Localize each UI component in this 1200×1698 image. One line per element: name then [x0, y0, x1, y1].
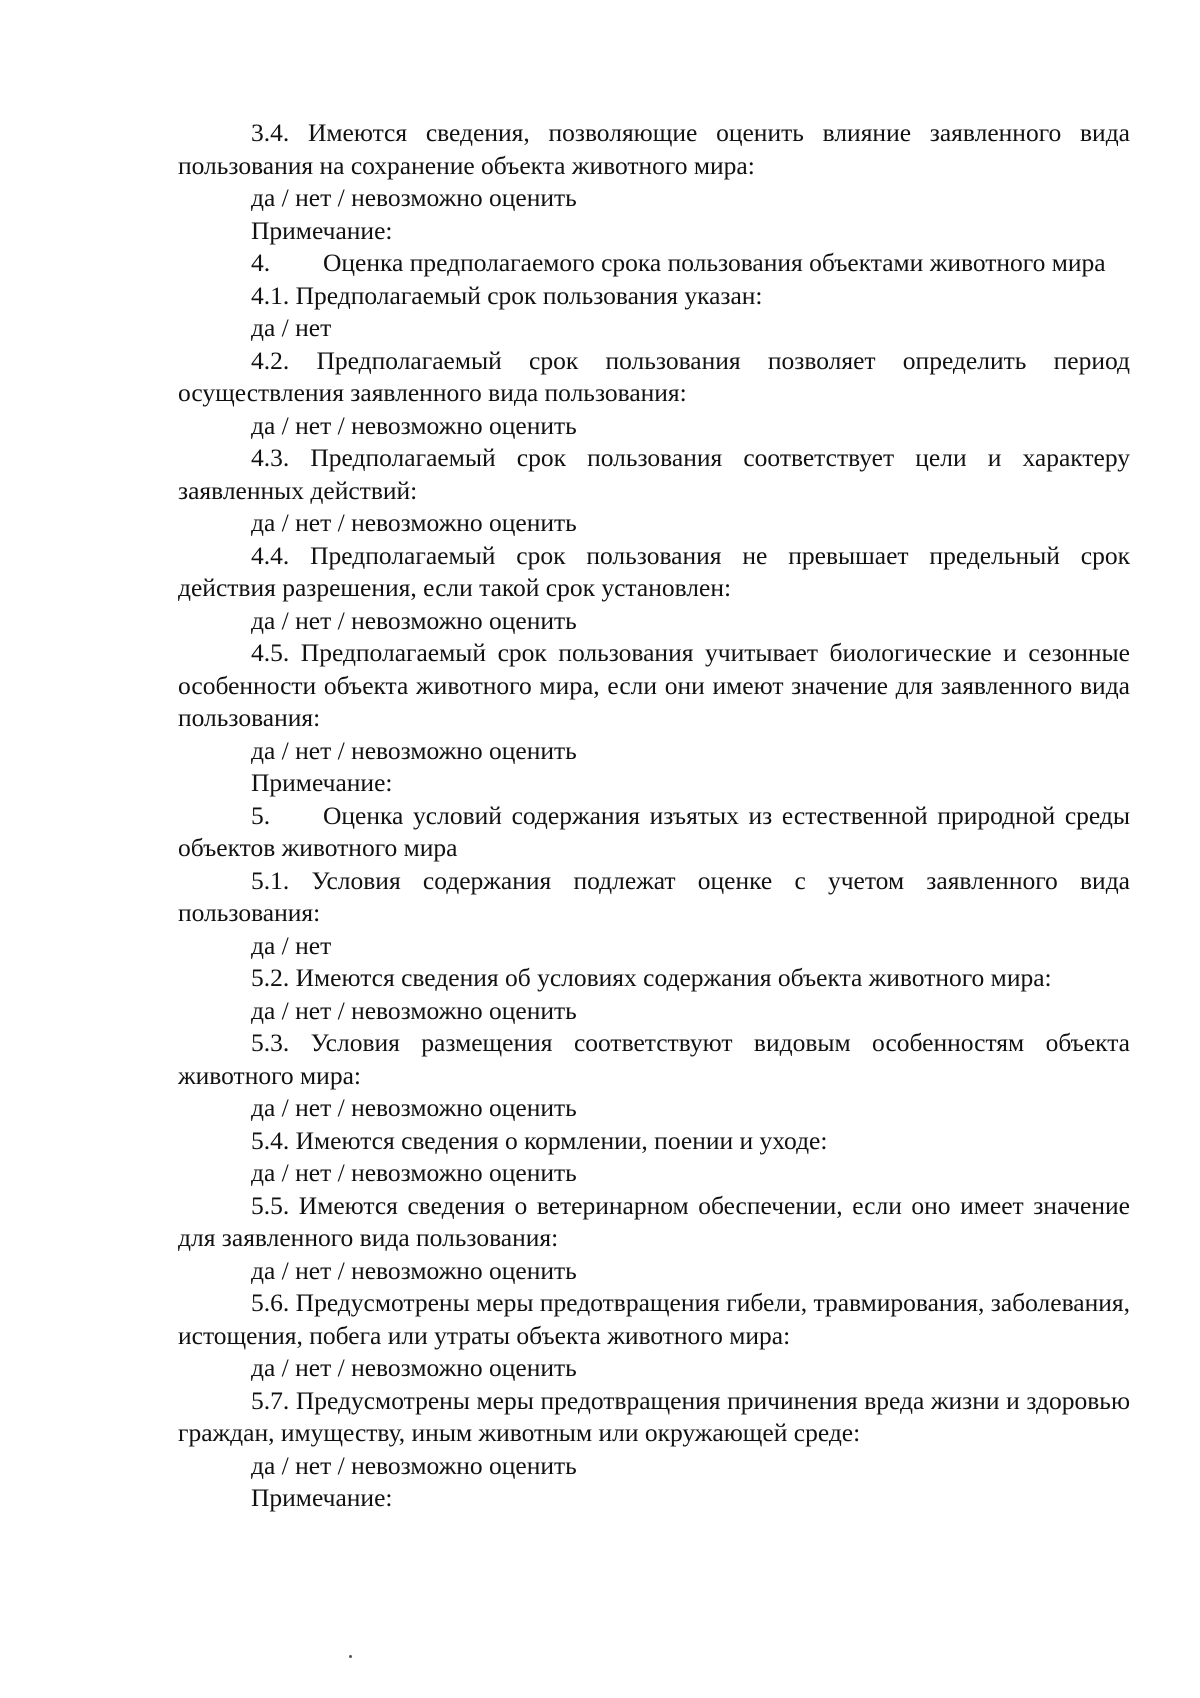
- item-4-1: 4.1. Предполагаемый срок пользования указан:: [251, 280, 763, 310]
- item-3-4: 3.4. Имеются сведения, позволяющие оценить влияние заявленного вида пользования на сохранение объекта животного мира:: [178, 118, 1130, 180]
- item-4-2: 4.2. Предполагаемый срок пользования позволяет определить период осуществления заявленного вида пользования:: [178, 345, 1130, 407]
- answer-options: да / нет / невозможно оценить: [251, 1158, 577, 1187]
- answer-options: да / нет / невозможно оценить: [251, 1353, 577, 1382]
- section-title: Оценка условий содержания изъятых из естественной природной среды объектов животного мира: [178, 800, 1130, 862]
- item-5-6: 5.6. Предусмотрены меры предотвращения гибели, травмирования, заболевания, истощения, побега или утраты объекта животного мира:: [178, 1288, 1130, 1350]
- item-5-4: 5.4. Имеются сведения о кормлении, поении и уходе:: [251, 1125, 828, 1155]
- item-5-3: 5.3. Условия размещения соответствуют видовым особенностям объекта животного мира:: [178, 1028, 1130, 1090]
- section-number: 4.: [251, 248, 271, 277]
- section-title: Оценка предполагаемого срока пользования объектами животного мира: [323, 248, 1106, 277]
- answer-options: да / нет / невозможно оценить: [251, 735, 577, 765]
- answer-options: да / нет / невозможно оценить: [251, 605, 577, 635]
- answer-options: да / нет / невозможно оценить: [251, 1093, 577, 1122]
- item-5-5: 5.5. Имеются сведения о ветеринарном обеспечении, если оно имеет значение для заявленного вида пользования:: [178, 1190, 1130, 1252]
- answer-options: да / нет / невозможно оценить: [251, 1450, 577, 1480]
- item-4-4: 4.4. Предполагаемый срок пользования не превышает предельный срок действия разрешения, если такой срок установлен:: [178, 540, 1130, 602]
- answer-options: да / нет / невозможно оценить: [251, 410, 577, 440]
- item-5-2: 5.2. Имеются сведения об условиях содержания объекта животного мира:: [251, 963, 1052, 992]
- note-label: Примечание:: [251, 215, 393, 245]
- answer-options: да / нет: [251, 313, 332, 342]
- item-4-5: 4.5. Предполагаемый срок пользования учитывает биологические и сезонные особенности объекта животного мира, если они имеют значение для заявленного вида пользования:: [178, 638, 1130, 732]
- answer-options: да / нет / невозможно оценить: [251, 995, 577, 1025]
- scan-speck: [349, 1655, 352, 1658]
- section-heading-4: [178, 247, 1130, 280]
- document-body: [178, 117, 1130, 1515]
- answer-options: да / нет / невозможно оценить: [251, 183, 577, 212]
- section-number: 5.: [251, 800, 271, 830]
- item-5-1: 5.1. Условия содержания подлежат оценке с учетом заявленного вида пользования:: [178, 865, 1130, 927]
- note-label: Примечание:: [251, 1483, 393, 1512]
- item-5-7: 5.7. Предусмотрены меры предотвращения причинения вреда жизни и здоровью граждан, имуществу, иным животным или окружающей среде:: [178, 1385, 1130, 1447]
- note-label: Примечание:: [251, 768, 393, 797]
- answer-options: да / нет / невозможно оценить: [251, 1255, 577, 1285]
- item-4-3: 4.3. Предполагаемый срок пользования соответствует цели и характеру заявленных действий:: [178, 443, 1130, 505]
- section-heading-5: [178, 800, 1130, 865]
- answer-options: да / нет: [251, 930, 332, 960]
- answer-options: да / нет / невозможно оценить: [251, 508, 577, 537]
